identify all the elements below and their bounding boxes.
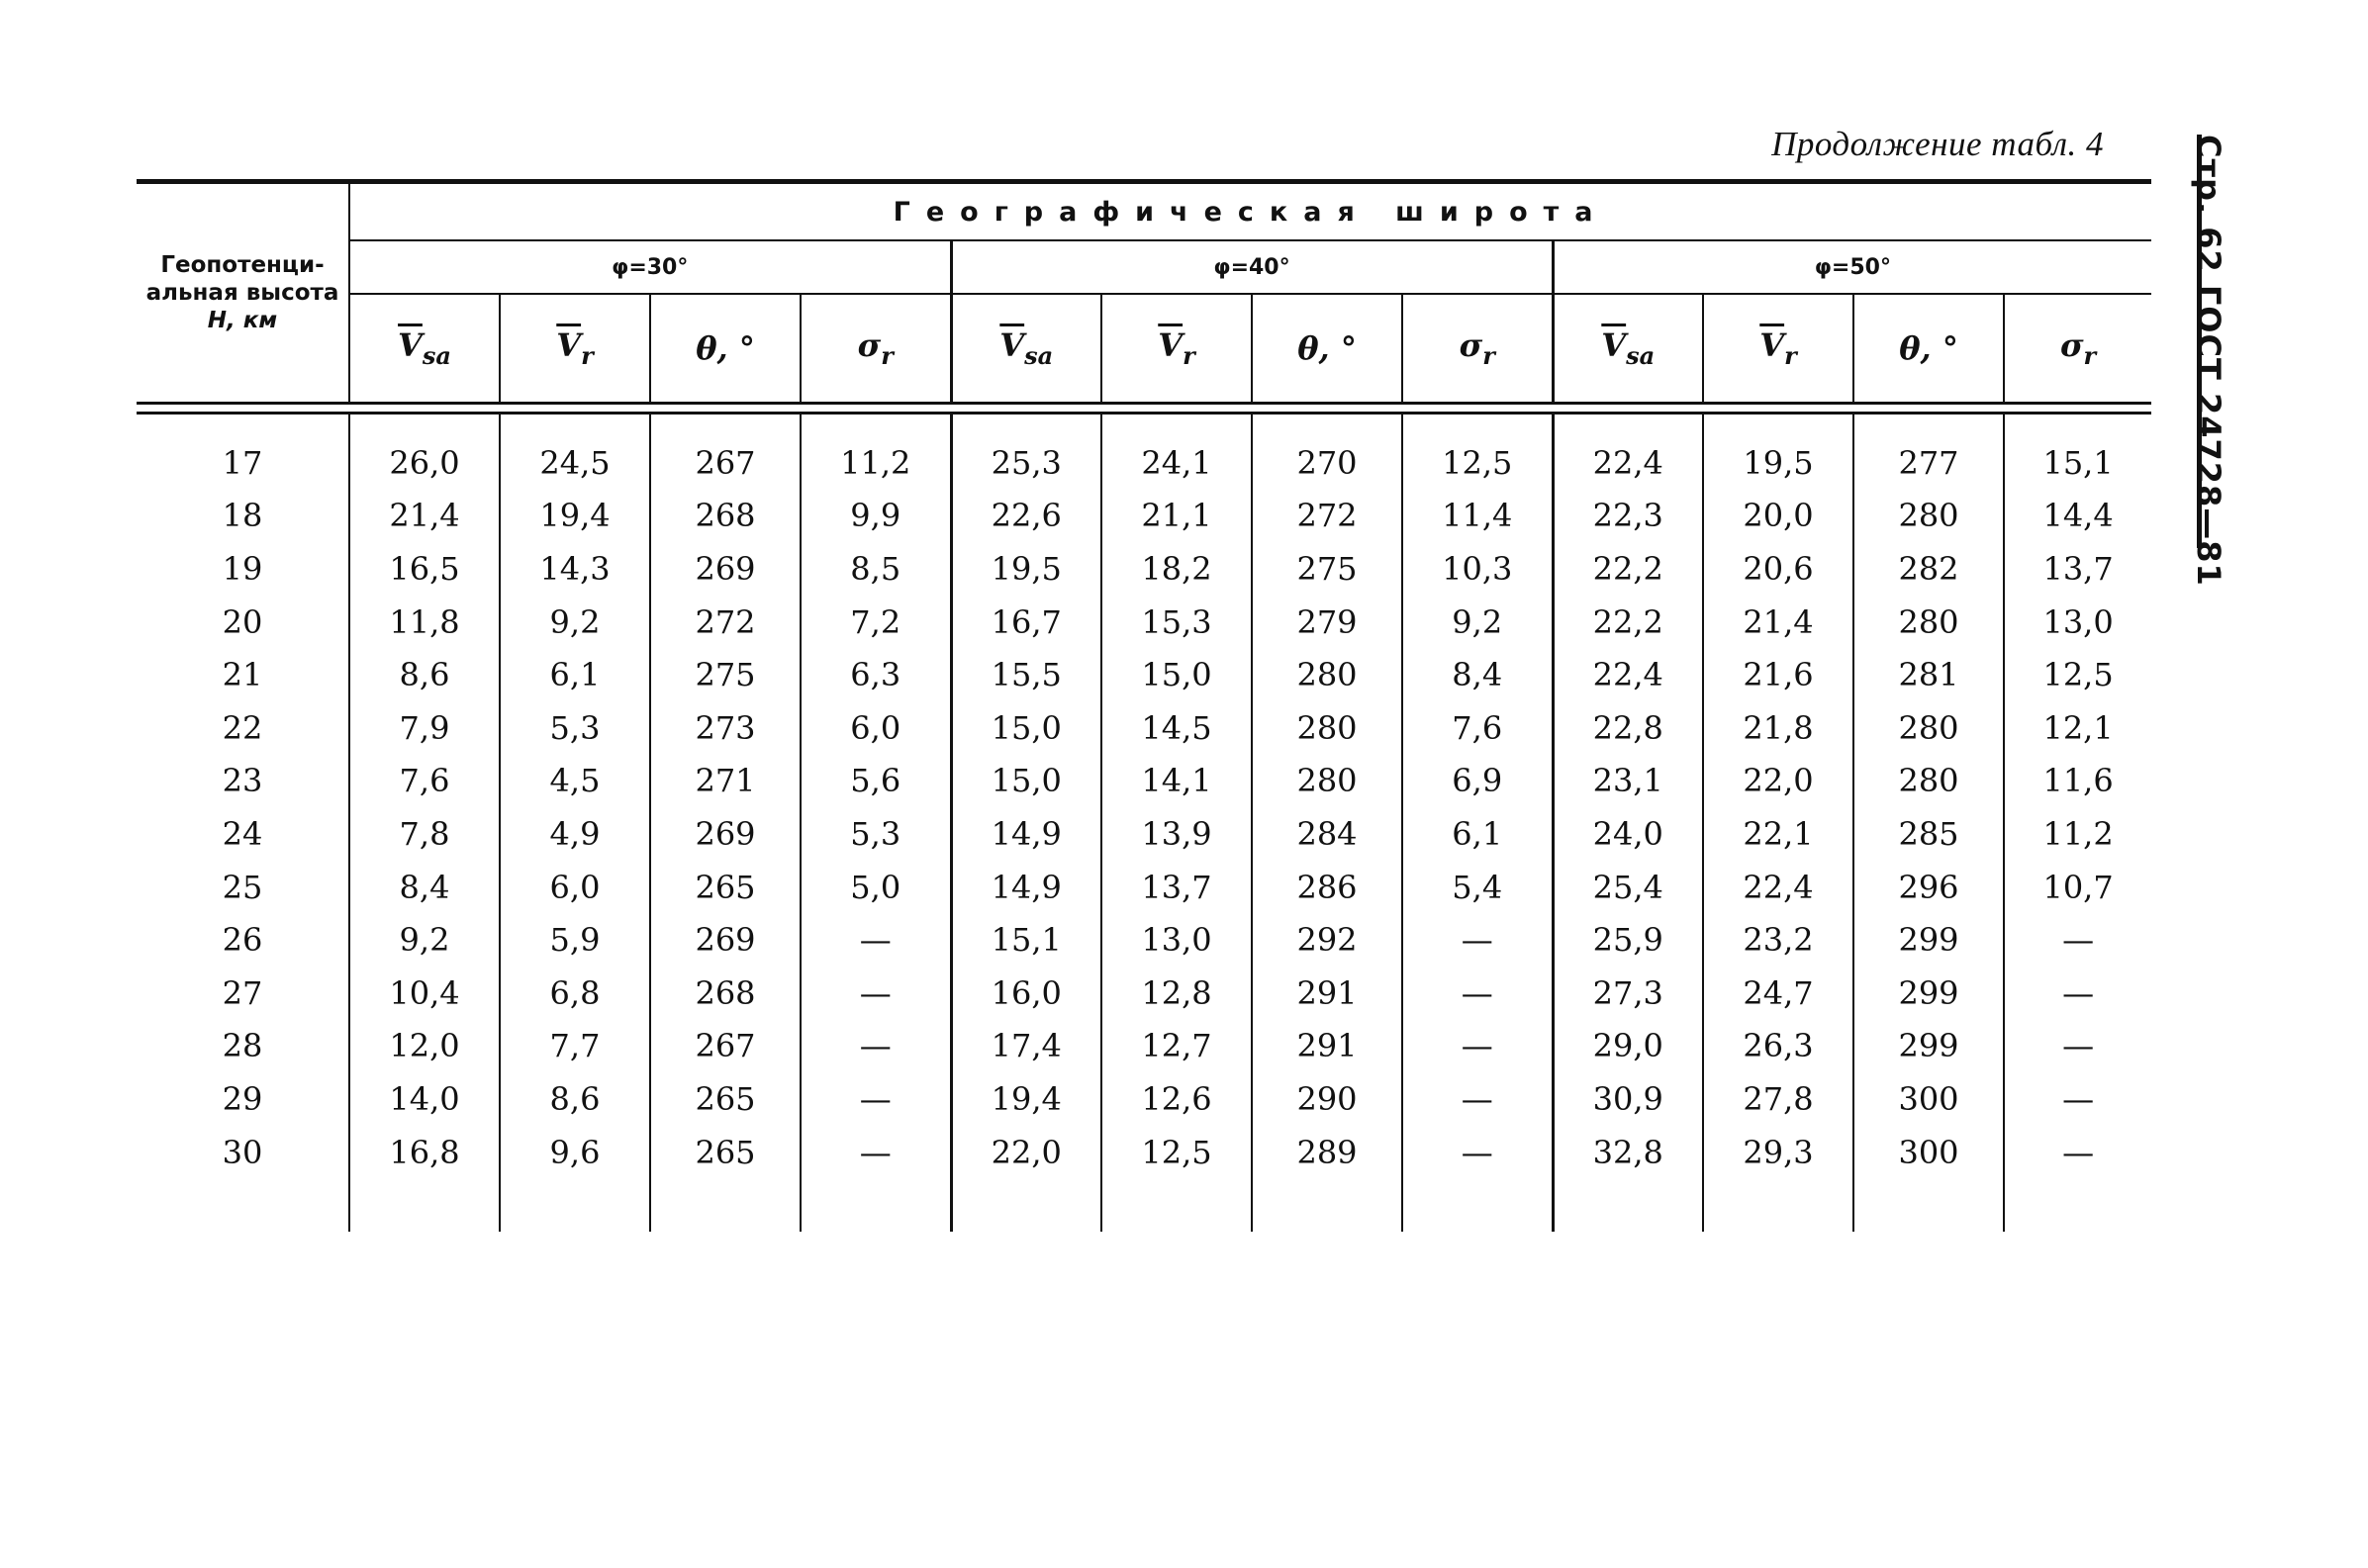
subcolumn-subscript: sa [422,341,451,370]
value-cell: 11,2 [801,436,951,490]
value-cell: 13,9 [1101,807,1252,861]
subcolumn-symbol: $\overline{V}$ [398,326,423,364]
value-cell: 16,7 [951,596,1101,649]
value-cell: 24,7 [1703,967,1853,1020]
value-cell: 4,5 [500,755,650,808]
value-cell: 6,1 [1402,807,1553,861]
value-cell: 6,8 [500,967,650,1020]
value-cell: 16,5 [389,549,460,588]
value-cell: 22,8 [1553,701,1703,755]
value-cell: 22,0 [951,1126,1101,1179]
value-cell: 273 [650,701,801,755]
value-cell: 281 [1853,648,2004,701]
value-cell: 265 [650,1072,801,1126]
subcolumn-header-v-r [500,294,650,404]
height-cell: 24 [137,807,349,861]
height-cell: 23 [137,755,349,808]
value-cell: 14,0 [389,1079,460,1118]
value-cell: 13,7 [1101,861,1252,914]
subcolumn-header-sigma-r [2004,294,2151,404]
value-cell: 22,0 [1703,755,1853,808]
value-cell: 24,5 [500,436,650,490]
height-cell: 28 [137,1020,349,1073]
value-cell: 13,7 [2004,542,2151,596]
value-cell: 289 [1252,1126,1402,1179]
value-cell: 15,0 [1101,648,1252,701]
value-cell: 26,3 [1703,1020,1853,1073]
subcolumn-header-v-sa [1553,294,1703,404]
value-cell: 268 [650,490,801,543]
height-cell: 26 [137,913,349,967]
table-continuation-caption: Продолжение табл. 4 [1771,125,2104,163]
table-row [137,542,2151,596]
value-cell: 19,5 [1703,436,1853,490]
subcolumn-symbol: θ, ° [1899,329,1958,367]
value-cell: — [2004,913,2151,967]
value-cell: — [1402,1020,1553,1073]
value-cell: 7,6 [1402,701,1553,755]
value-cell: 9,2 [500,596,650,649]
value-cell: 275 [1252,542,1402,596]
value-cell: 17,4 [951,1020,1101,1073]
value-cell: 12,5 [1101,1126,1252,1179]
value-cell: 21,1 [1101,490,1252,543]
value-cell: 282 [1853,542,2004,596]
value-cell: 8,4 [399,868,450,906]
value-cell: 299 [1853,1020,2004,1073]
value-cell: 279 [1252,596,1402,649]
value-cell: 269 [650,542,801,596]
value-cell: — [1402,913,1553,967]
value-cell: 29,0 [1553,1020,1703,1073]
value-cell: 6,3 [801,648,951,701]
subcolumn-subscript: r [581,341,594,370]
value-cell: 285 [1853,807,2004,861]
stub-header [137,182,349,404]
subcolumn-subscript: r [1183,341,1195,370]
height-cell: 20 [137,596,349,649]
value-cell: 292 [1252,913,1402,967]
value-cell: 6,1 [500,648,650,701]
value-cell: 14,5 [1101,701,1252,755]
value-cell: 270 [1252,436,1402,490]
value-cell: 267 [650,1020,801,1073]
value-cell: 5,0 [801,861,951,914]
value-cell: 14,9 [951,807,1101,861]
value-cell: — [801,913,951,967]
value-cell: 11,6 [2004,755,2151,808]
value-cell: 22,6 [951,490,1101,543]
latitude-header-50: φ=50° [1553,240,2151,294]
value-cell: 12,8 [1101,967,1252,1020]
group-header-latitude: Географическая широта [349,182,2151,241]
value-cell: 21,4 [1703,596,1853,649]
value-cell: 32,8 [1553,1126,1703,1179]
value-cell: 18,2 [1101,542,1252,596]
subcolumn-header-sigma-r [1402,294,1553,404]
value-cell: 300 [1853,1072,2004,1126]
value-cell: 15,3 [1101,596,1252,649]
value-cell: — [2004,1126,2151,1179]
subcolumn-symbol: $\overline{V}$ [1759,326,1785,364]
stub-header-line-1: Геопотенци- [160,252,325,278]
value-cell: — [1402,967,1553,1020]
table-body [137,436,2151,1232]
value-cell: 299 [1853,913,2004,967]
table-row [137,861,2151,914]
value-cell: 13,0 [2004,596,2151,649]
subcolumn-subscript: r [881,341,894,370]
value-cell: 5,9 [500,913,650,967]
value-cell: 26,0 [389,443,460,482]
value-cell: 22,2 [1553,542,1703,596]
value-cell: 280 [1252,755,1402,808]
subcolumn-header-theta [1853,294,2004,404]
value-cell: 280 [1853,755,2004,808]
value-cell: 19,4 [500,490,650,543]
height-cell: 21 [137,648,349,701]
value-cell: 5,3 [801,807,951,861]
value-cell: 10,7 [2004,861,2151,914]
value-cell: 22,4 [1703,861,1853,914]
table-row [137,596,2151,649]
table-row [137,490,2151,543]
table-row [137,1072,2151,1126]
stub-header-line-3: H, км [207,308,278,333]
value-cell: 277 [1853,436,2004,490]
value-cell: 296 [1853,861,2004,914]
subcolumn-header-theta [650,294,801,404]
value-cell: — [2004,1020,2151,1073]
value-cell: 272 [1252,490,1402,543]
spacer-row [137,414,2151,437]
value-cell: 7,7 [500,1020,650,1073]
value-cell: 27,8 [1703,1072,1853,1126]
value-cell: 265 [650,1126,801,1179]
table-row [137,1126,2151,1179]
table-row [137,807,2151,861]
value-cell: 7,6 [399,762,450,800]
subcolumn-symbol: σ [1459,326,1483,364]
value-cell: 8,4 [1402,648,1553,701]
value-cell: 13,0 [1101,913,1252,967]
value-cell: 11,8 [389,602,460,641]
value-cell: 15,1 [2004,436,2151,490]
value-cell: 5,6 [801,755,951,808]
height-cell: 29 [137,1072,349,1126]
subcolumn-header-v-r [1703,294,1853,404]
subcolumn-symbol: σ [857,326,882,364]
value-cell: — [2004,1072,2151,1126]
height-cell: 27 [137,967,349,1020]
height-cell: 19 [137,542,349,596]
value-cell: 5,3 [500,701,650,755]
value-cell: 19,4 [951,1072,1101,1126]
latitude-header-30: φ=30° [349,240,951,294]
value-cell: 280 [1853,596,2004,649]
subcolumn-header-theta [1252,294,1402,404]
value-cell: 12,5 [2004,648,2151,701]
subcolumn-subscript: r [1482,341,1495,370]
value-cell: 12,5 [1402,436,1553,490]
page-side-label: Стр. 62 ГОСТ 24728—81 [2190,135,2227,587]
value-cell: 25,9 [1553,913,1703,967]
value-cell: 29,3 [1703,1126,1853,1179]
value-cell: — [801,1072,951,1126]
value-cell: 14,3 [500,542,650,596]
value-cell: 14,4 [2004,490,2151,543]
subcolumn-symbol: θ, ° [696,329,755,367]
subcolumn-subscript: r [2083,341,2097,370]
value-cell: 16,0 [951,967,1101,1020]
height-cell: 25 [137,861,349,914]
value-cell: 16,8 [389,1133,460,1171]
value-cell: 8,5 [801,542,951,596]
subcolumn-symbol: θ, ° [1297,329,1357,367]
subcolumn-symbol: $\overline{V}$ [1601,326,1627,364]
value-cell: 6,9 [1402,755,1553,808]
value-cell: 280 [1853,490,2004,543]
value-cell: 11,4 [1402,490,1553,543]
value-cell: 272 [650,596,801,649]
value-cell: — [801,1020,951,1073]
value-cell: — [801,1126,951,1179]
value-cell: 23,2 [1703,913,1853,967]
table-row [137,648,2151,701]
value-cell: 291 [1252,1020,1402,1073]
value-cell: 12,6 [1101,1072,1252,1126]
wind-data-table [137,179,2151,1232]
height-cell: 18 [137,490,349,543]
value-cell: 280 [1853,701,2004,755]
height-cell: 22 [137,701,349,755]
value-cell: 280 [1252,701,1402,755]
value-cell: 14,1 [1101,755,1252,808]
value-cell: 21,4 [389,497,460,535]
value-cell: 22,3 [1553,490,1703,543]
value-cell: 22,4 [1553,436,1703,490]
subcolumn-symbol: σ [2059,326,2084,364]
value-cell: 5,4 [1402,861,1553,914]
value-cell: 12,0 [389,1027,460,1065]
subcolumn-subscript: sa [1626,341,1656,370]
subcolumn-header-row [137,294,2151,404]
value-cell: 10,3 [1402,542,1553,596]
table-row [137,913,2151,967]
table-row [137,701,2151,755]
value-cell: 27,3 [1553,967,1703,1020]
value-cell: 15,0 [951,701,1101,755]
table-end-row [137,1178,2151,1232]
value-cell: 21,6 [1703,648,1853,701]
value-cell: 22,2 [1553,596,1703,649]
value-cell: 9,2 [1402,596,1553,649]
value-cell: 8,6 [399,656,450,694]
value-cell: — [1402,1126,1553,1179]
value-cell: 267 [650,436,801,490]
value-cell: 10,4 [389,973,460,1012]
value-cell: 299 [1853,967,2004,1020]
subcolumn-header-sigma-r [801,294,951,404]
height-cell: 30 [137,1126,349,1179]
value-cell: 20,0 [1703,490,1853,543]
stub-header-line-2: альная высота [145,280,339,306]
value-cell: 271 [650,755,801,808]
value-cell: — [1402,1072,1553,1126]
value-cell: 7,2 [801,596,951,649]
value-cell: 22,1 [1703,807,1853,861]
value-cell: 7,8 [399,814,450,853]
value-cell: 30,9 [1553,1072,1703,1126]
value-cell: 24,0 [1553,807,1703,861]
value-cell: 15,5 [951,648,1101,701]
subcolumn-symbol: $\overline{V}$ [556,326,582,364]
table-row [137,1020,2151,1073]
value-cell: — [2004,967,2151,1020]
value-cell: 6,0 [500,861,650,914]
subcolumn-header-v-sa [951,294,1101,404]
subcolumn-subscript: sa [1024,341,1054,370]
value-cell: 268 [650,967,801,1020]
value-cell: 291 [1252,967,1402,1020]
value-cell: 275 [650,648,801,701]
value-cell: 284 [1252,807,1402,861]
value-cell: 280 [1252,648,1402,701]
value-cell: 12,1 [2004,701,2151,755]
table-row [137,967,2151,1020]
value-cell: 24,1 [1101,436,1252,490]
header-double-rule [137,404,2151,414]
subcolumn-symbol: $\overline{V}$ [1158,326,1184,364]
value-cell: 12,7 [1101,1020,1252,1073]
latitude-header-40: φ=40° [951,240,1553,294]
value-cell: 290 [1252,1072,1402,1126]
value-cell: 19,5 [951,542,1101,596]
height-cell: 17 [137,436,349,490]
value-cell: 15,0 [951,755,1101,808]
value-cell: 22,4 [1553,648,1703,701]
value-cell: 269 [650,913,801,967]
value-cell: 6,0 [801,701,951,755]
value-cell: 21,8 [1703,701,1853,755]
subcolumn-symbol: $\overline{V}$ [999,326,1025,364]
value-cell: 269 [650,807,801,861]
value-cell: 300 [1853,1126,2004,1179]
value-cell: 14,9 [951,861,1101,914]
value-cell: 25,4 [1553,861,1703,914]
value-cell: 8,6 [500,1072,650,1126]
value-cell: 9,6 [500,1126,650,1179]
value-cell: 265 [650,861,801,914]
subcolumn-header-v-sa [349,294,500,404]
table-row [137,755,2151,808]
value-cell: 25,3 [951,436,1101,490]
subcolumn-subscript: r [1784,341,1797,370]
value-cell: 286 [1252,861,1402,914]
value-cell: — [801,967,951,1020]
value-cell: 15,1 [951,913,1101,967]
value-cell: 9,9 [801,490,951,543]
value-cell: 11,2 [2004,807,2151,861]
subcolumn-header-v-r [1101,294,1252,404]
value-cell: 9,2 [399,921,450,960]
value-cell: 23,1 [1553,755,1703,808]
value-cell: 4,9 [500,807,650,861]
value-cell: 20,6 [1703,542,1853,596]
table-row [137,436,2151,490]
value-cell: 7,9 [399,708,450,747]
